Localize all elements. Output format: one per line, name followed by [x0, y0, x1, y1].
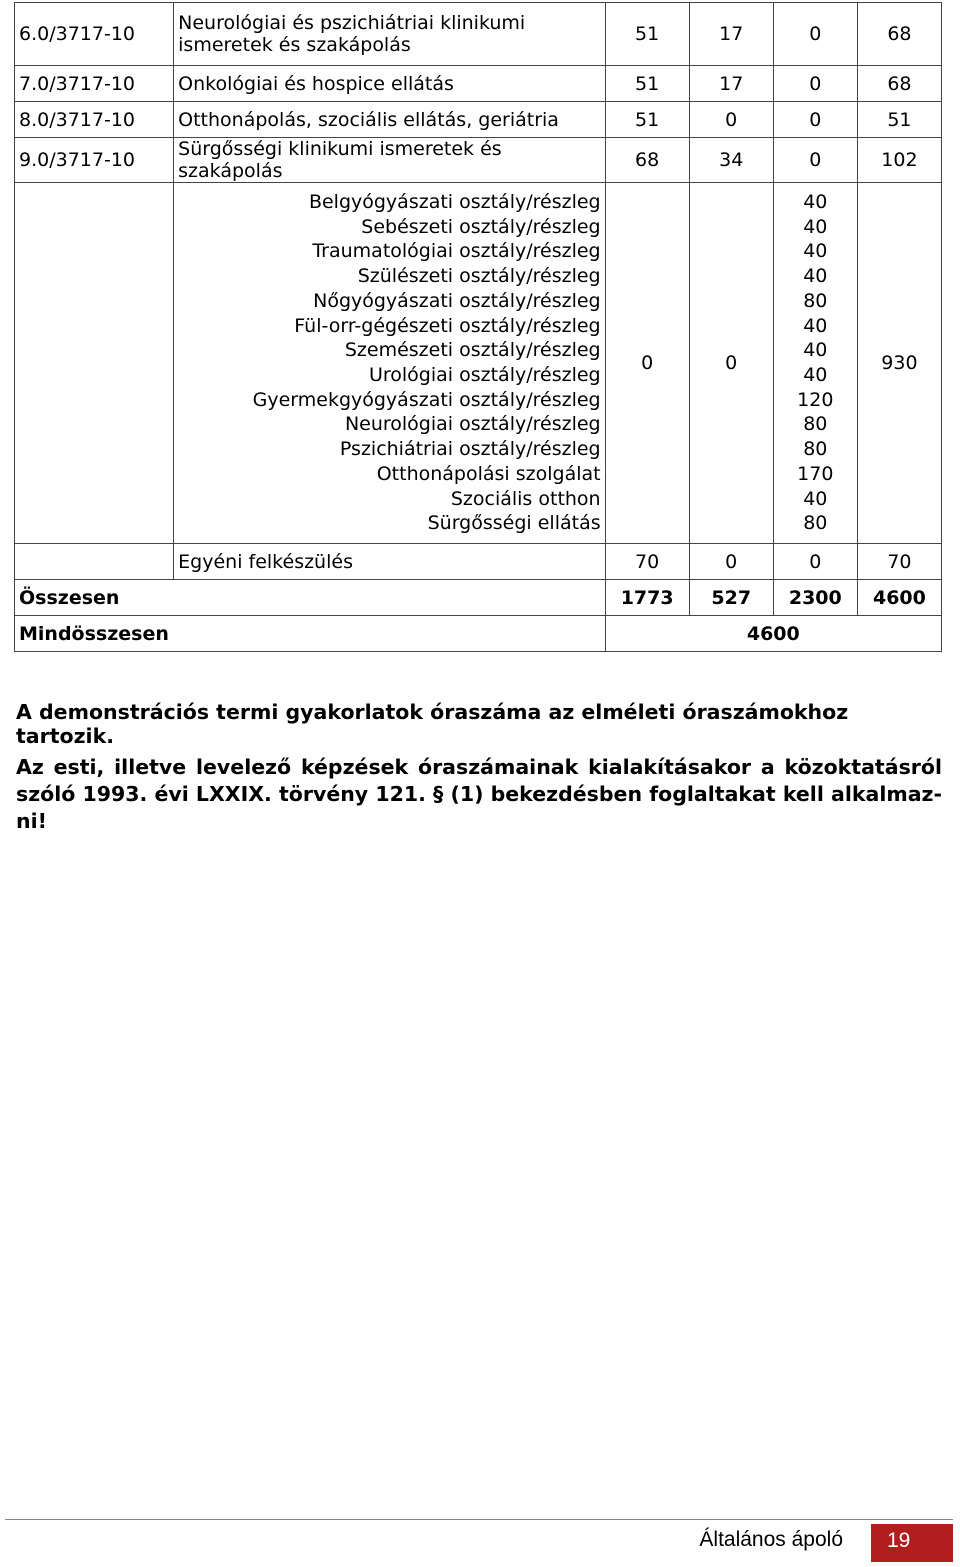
- unit-hours: 80: [803, 438, 828, 461]
- grand-total-label: Mindösszesen: [15, 616, 606, 652]
- unit-name: Szociális otthon: [450, 487, 601, 510]
- practice-hours: [773, 183, 857, 544]
- cell-value: 0: [773, 3, 857, 66]
- grand-total-row: [15, 616, 942, 652]
- note-line: Az esti, illetve levelező képzések óraszámainak kialakításakor a közoktatásról: [16, 755, 942, 779]
- note-evening-courses: [16, 754, 942, 835]
- cell-value: 0: [605, 183, 689, 544]
- empty-cell: [15, 183, 174, 544]
- cell-value: 51: [857, 102, 941, 138]
- cell-value: 34: [689, 138, 773, 183]
- module-name: Neurológiai és pszichiátriai klinikumi ismeretek és szakápolás: [174, 3, 605, 66]
- cell-value: 1773: [605, 580, 689, 616]
- cell-value: 51: [605, 102, 689, 138]
- unit-name: Gyermekgyógyászati osztály/részleg: [252, 388, 601, 411]
- unit-name: Szemészeti osztály/részleg: [344, 339, 601, 362]
- grand-total-value: 4600: [605, 616, 941, 652]
- unit-name: Otthonápolási szolgálat: [376, 462, 601, 485]
- unit-name: Fül-orr-gégészeti osztály/részleg: [294, 314, 601, 337]
- unit-hours: 40: [803, 339, 828, 362]
- unit-hours: 80: [803, 512, 828, 535]
- unit-hours: 40: [803, 240, 828, 263]
- unit-hours: 40: [803, 364, 828, 386]
- cell-value: 0: [689, 102, 773, 138]
- footer-title: Általános ápoló: [699, 1528, 843, 1551]
- hours-table: [14, 2, 942, 652]
- sum-label: Összesen: [15, 580, 606, 616]
- cell-value: 0: [689, 544, 773, 580]
- unit-name: Szülészeti osztály/részleg: [357, 265, 601, 288]
- sum-row: [15, 580, 942, 616]
- cell-value: 68: [857, 3, 941, 66]
- unit-hours: 80: [803, 413, 828, 436]
- cell-value: 70: [857, 544, 941, 580]
- unit-name: Urológiai osztály/részleg: [368, 364, 601, 386]
- module-name: Egyéni felkészülés: [174, 544, 605, 580]
- module-name: Sürgősségi klinikumi ismeretek és szakápolás: [174, 138, 605, 183]
- cell-value: 17: [689, 3, 773, 66]
- practice-units: [174, 183, 605, 544]
- cell-value: 17: [689, 66, 773, 102]
- page-number: 19: [887, 1529, 911, 1552]
- cell-value: 51: [605, 66, 689, 102]
- unit-hours: 40: [803, 191, 828, 214]
- cell-value: 68: [857, 66, 941, 102]
- cell-value: 2300: [773, 580, 857, 616]
- module-code: 9.0/3717-10: [15, 138, 174, 183]
- module-name: Onkológiai és hospice ellátás: [174, 66, 605, 102]
- unit-hours: 40: [803, 215, 828, 238]
- unit-name: Sürgősségi ellátás: [427, 512, 601, 535]
- cell-value: 0: [689, 183, 773, 544]
- module-code: 7.0/3717-10: [15, 66, 174, 102]
- empty-cell: [15, 544, 174, 580]
- cell-value: 527: [689, 580, 773, 616]
- unit-name: Belgyógyászati osztály/részleg: [308, 191, 601, 214]
- note-line: szóló 1993. évi LXXIX. törvény 121. § (1) bekezdésben foglaltakat kell alkalmaz-: [16, 782, 942, 806]
- cell-value: 70: [605, 544, 689, 580]
- cell-value: 0: [773, 544, 857, 580]
- unit-name: Neurológiai osztály/részleg: [344, 413, 601, 436]
- module-code: 6.0/3717-10: [15, 3, 174, 66]
- practice-row: [15, 183, 942, 544]
- table-row: [15, 138, 942, 183]
- note-demonstration: A demonstrációs termi gyakorlatok óraszáma az elméleti óraszámokhoz tartozik.: [16, 700, 849, 748]
- unit-hours: 120: [797, 388, 834, 411]
- cell-value: 930: [857, 183, 941, 544]
- table-row: [15, 66, 942, 102]
- unit-hours: 170: [797, 462, 834, 485]
- cell-value: 4600: [857, 580, 941, 616]
- table-row: [15, 544, 942, 580]
- cell-value: 0: [773, 102, 857, 138]
- unit-name: Pszichiátriai osztály/részleg: [339, 438, 601, 461]
- table-row: [15, 3, 942, 66]
- note-line: ni!: [16, 809, 47, 833]
- page-number-badge: [871, 1524, 953, 1562]
- page-footer: [5, 1519, 953, 1562]
- cell-value: 102: [857, 138, 941, 183]
- unit-name: Nőgyógyászati osztály/részleg: [313, 289, 601, 312]
- unit-hours: 80: [803, 289, 828, 312]
- cell-value: 0: [773, 138, 857, 183]
- unit-name: Sebészeti osztály/részleg: [361, 215, 601, 238]
- module-name: Otthonápolás, szociális ellátás, geriátria: [174, 102, 605, 138]
- unit-hours: 40: [803, 487, 828, 510]
- module-code: 8.0/3717-10: [15, 102, 174, 138]
- table-row: [15, 102, 942, 138]
- cell-value: 0: [773, 66, 857, 102]
- cell-value: 68: [605, 138, 689, 183]
- cell-value: 51: [605, 3, 689, 66]
- unit-hours: 40: [803, 314, 828, 337]
- unit-name: Traumatológiai osztály/részleg: [312, 240, 601, 263]
- unit-hours: 40: [803, 265, 828, 288]
